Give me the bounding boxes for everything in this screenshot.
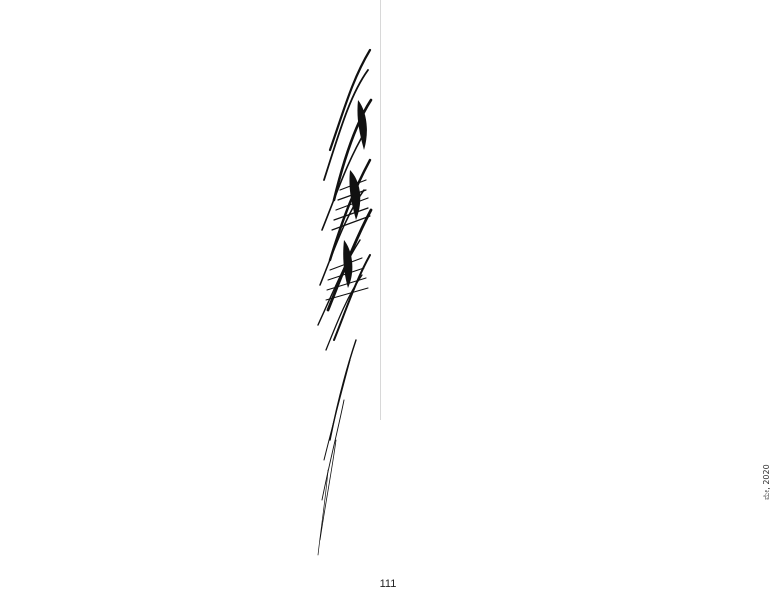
- issue-date: ಮೇ, 2020: [762, 464, 771, 500]
- magazine-side-strip: [374, 0, 771, 600]
- ink-illustration: [300, 40, 372, 560]
- magazine-masthead: [744, 200, 770, 300]
- page-number: 111: [379, 578, 397, 590]
